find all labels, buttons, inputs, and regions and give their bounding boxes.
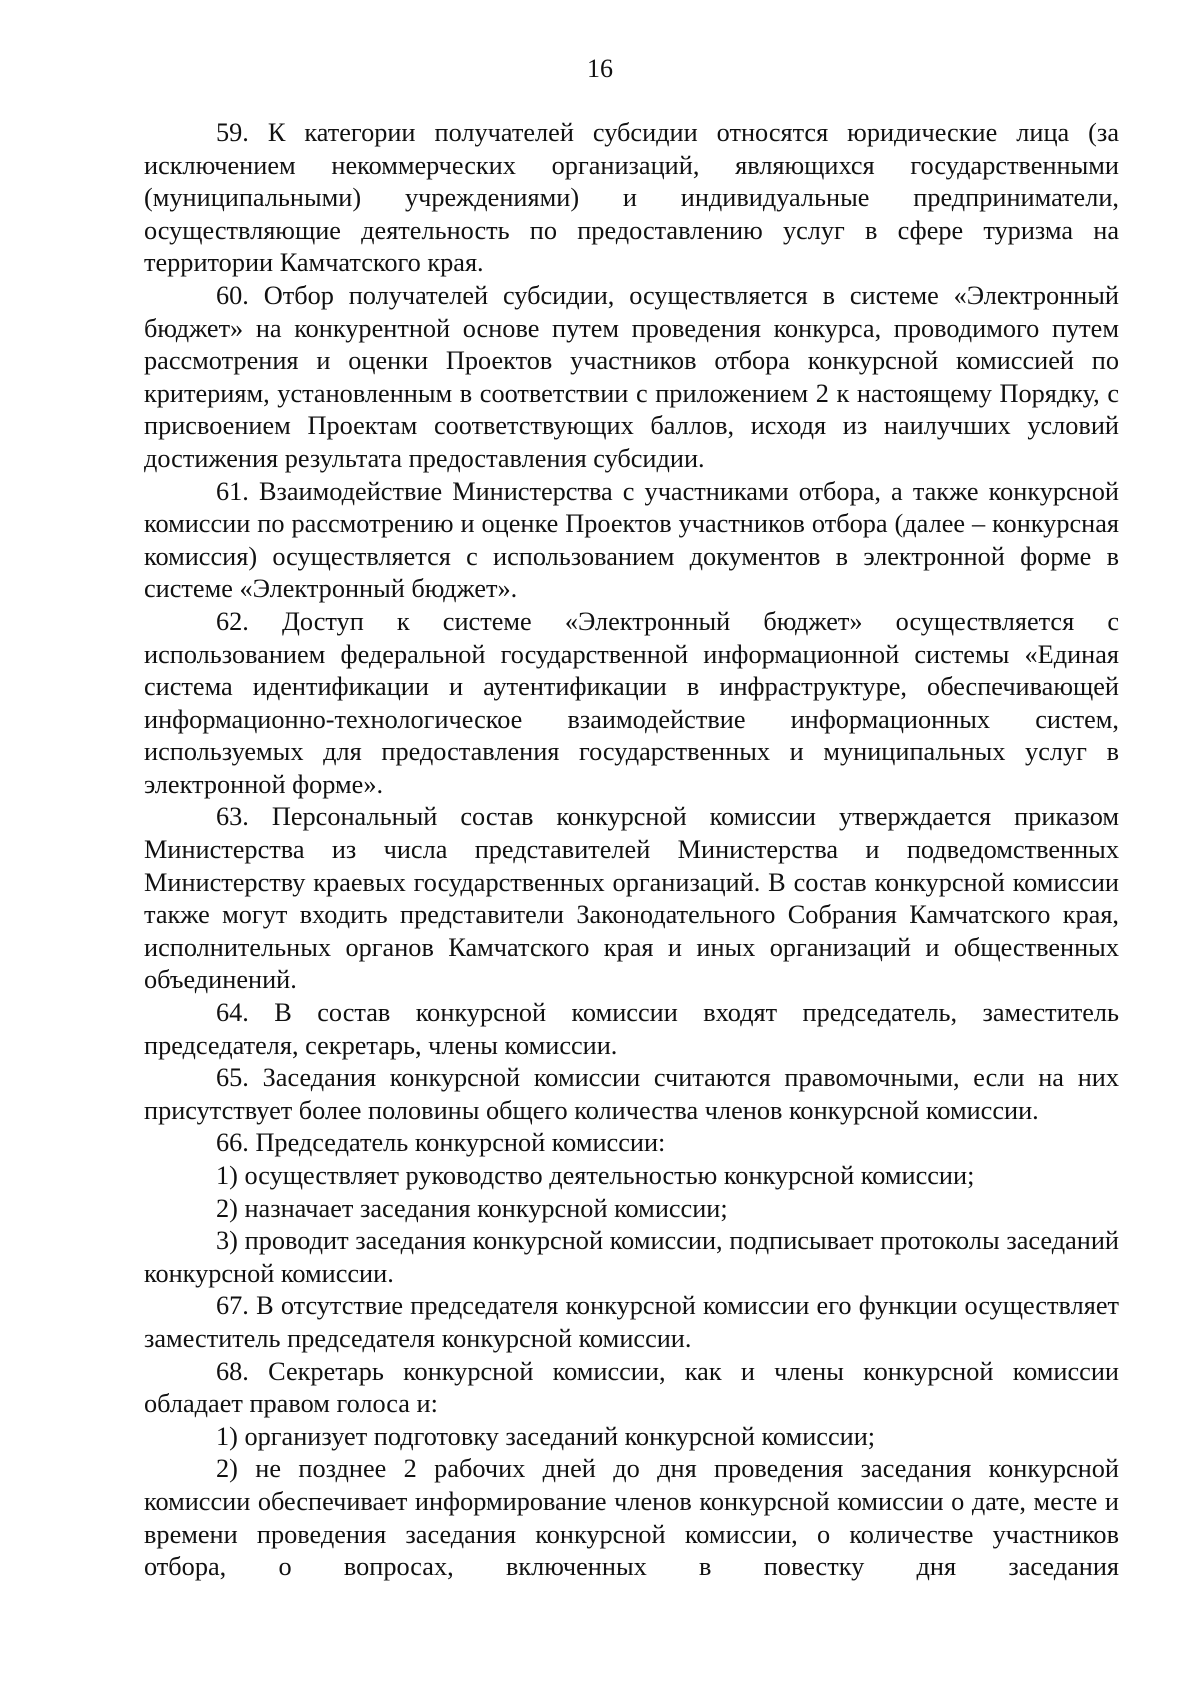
list-item-66-1: 1) осуществляет руководство деятельностью конкурсной комиссии; (216, 1161, 975, 1190)
paragraph-66: 66. Председатель конкурсной комиссии: (216, 1128, 666, 1158)
list-item-68-2: 2) не позднее 2 рабочих дней до дня проведения заседания конкурсной комиссии обеспечивает информирование членов конкурсной комиссии о дате, месте и времени проведения заседания конкурсной комиссии, о количестве участников отбора, о вопросах, включенных в повестку дня заседания (144, 1454, 1119, 1582)
document-body (144, 117, 1119, 1584)
list-item-68-1: 1) организует подготовку заседаний конкурсной комиссии; (216, 1421, 876, 1451)
paragraph-65: 65. Заседания конкурсной комиссии считаются правомочными, если на них присутствует более половины общего количества членов конкурсной комиссии. (144, 1063, 1119, 1125)
paragraph-67: 67. В отсутствие председателя конкурсной комиссии его функции осуществляет заместитель председателя конкурсной комиссии. (144, 1291, 1119, 1353)
paragraph-59: 59. К категории получателей субсидии относятся юридические лица (за исключением некоммерческих организаций, являющихся государственными (муниципальными) учреждениями) и индивидуальные предприниматели, осуществляющие деятельность по предоставлению услуг в сфере туризма на территории Камчатского края. (144, 118, 1119, 278)
paragraph-60: 60. Отбор получателей субсидии, осуществляется в системе «Электронный бюджет» на конкурентной основе путем проведения конкурса, проводимого путем рассмотрения и оценки Проектов участников отбора конкурсной комиссией по критериям, установленным в соответствии с приложением 2 к настоящему Порядку, с присвоением Проектам соответствующих баллов, исходя из наилучших условий достижения результата предоставления субсидии. (144, 280, 1119, 473)
page-number: 16 (587, 54, 613, 83)
paragraph-63: 63. Персональный состав конкурсной комиссии утверждается приказом Министерства из числа представителей Министерства и подведомственных Министерству краевых государственных организаций. В состав конкурсной комиссии также могут входить представители Законодательного Собрания Камчатского края, исполнительных органов Камчатского края и иных организаций и общественных объединений. (144, 802, 1119, 995)
paragraph-68: 68. Секретарь конкурсной комиссии, как и члены конкурсной комиссии обладает правом голоса и: (144, 1356, 1119, 1419)
paragraph-61: 61. Взаимодействие Министерства с участниками отбора, а также конкурсной комиссии по рассмотрению и оценке Проектов участников отбора (далее – конкурсная комиссия) осуществляется с использованием документов в электронной форме в системе «Электронный бюджет». (144, 476, 1119, 604)
list-item-66-2: 2) назначает заседания конкурсной комиссии; (216, 1193, 728, 1223)
paragraph-64: 64. В состав конкурсной комиссии входят председатель, заместитель председателя, секретарь, члены комиссии. (144, 998, 1119, 1060)
paragraph-62: 62. Доступ к системе «Электронный бюджет» осуществляется с использованием федеральной государственной информационной системы «Единая система идентификации и аутентификации в инфраструктуре, обеспечивающей информационно-технологическое взаимодействие информационных систем, используемых для предоставления государственных и муниципальных услуг в электронной форме». (144, 606, 1119, 799)
list-item-66-3: 3) проводит заседания конкурсной комиссии, подписывает протоколы заседаний конкурсной комиссии. (144, 1226, 1119, 1288)
